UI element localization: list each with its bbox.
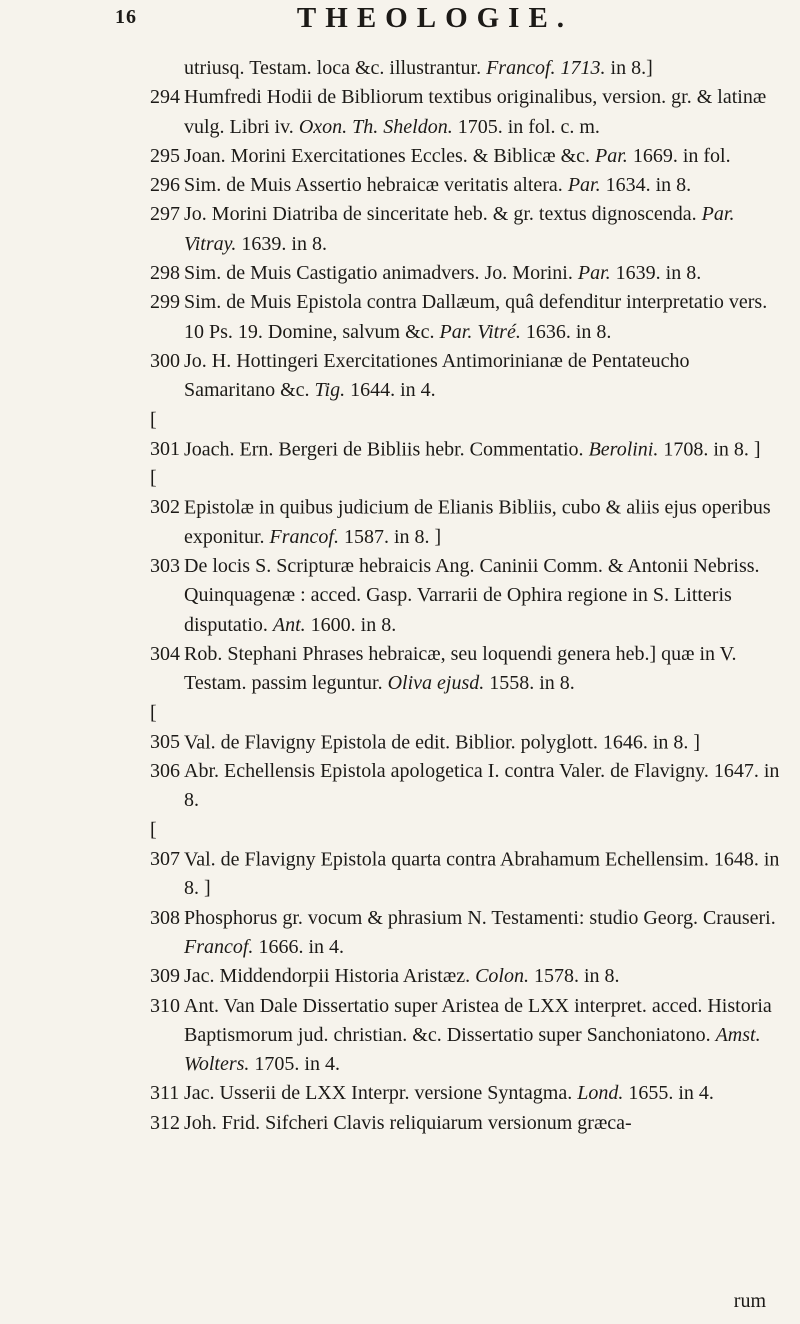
catalogue-entry [150,992,780,1080]
entry-text: Jac. Middendorpii Historia Aristæz. [184,965,476,988]
running-title: THEOLOGIE. [296,2,574,34]
entry-text: Epistolæ in quibus judicium de Elianis Bibliis, cubo & aliis ejus operibus exponitur. [184,496,771,548]
catalogue-entry [150,757,780,816]
catalogue-entry [150,142,780,171]
entry-date-format: 1639. in 8. [236,232,327,255]
catalogue-list [150,54,780,1138]
entry-text: Sim. de Muis Epistola contra Dallæum, quâ defenditur interpretatio vers. 10 Ps. 19. Domine, salvum &c. [184,291,768,343]
entry-imprint: Par. Vitray. [184,203,735,255]
entry-imprint: Francof. [269,525,339,548]
entry-text: Abr. Echellensis Epistola apologetica I. contra Valer. de Flavigny. 1647. in 8. [184,760,780,812]
entry-number: [ 305 [150,701,180,753]
entry-number: 308 [150,906,180,929]
entry-text: Phosphorus gr. vocum & phrasium N. Testamenti: studio Georg. Crauseri. [184,906,776,929]
entry-imprint: Lond. [577,1082,624,1105]
entry-text: Sim. de Muis Assertio hebraicæ veritatis altera. [184,174,568,197]
catalogue-entry [150,904,780,963]
catalogue-entry [150,1109,780,1138]
catalogue-entry [150,54,780,83]
catchword: rum [733,1290,766,1312]
entry-imprint: Colon. [475,965,529,988]
entry-imprint: Par. [567,174,601,197]
catalogue-entry [150,962,780,991]
entry-text: Joach. Ern. Bergeri de Bibliis hebr. Commentatio. [184,437,589,460]
entry-date-format: 1558. in 8. [484,672,575,695]
catalogue-entry [150,406,780,465]
entry-text: Humfredi Hodii de Bibliorum textibus originalibus, version. gr. & latinæ vulg. Libri iv. [184,86,767,138]
entry-number: 295 [150,144,180,167]
entry-imprint: Par. [577,262,611,285]
entry-date-format: 1669. in fol. [627,144,731,167]
entry-date-format: 1666. in 4. [253,935,344,958]
entry-date-format: in 8.] [605,57,653,79]
entry-number: 312 [150,1111,180,1134]
entry-number: 311 [150,1082,180,1105]
entry-text: Ant. Van Dale Dissertatio super Aristea de LXX interpret. acced. Historia Baptismorum jud. christian. &c. Dissertatio super Sanchoniatono. [184,994,772,1046]
entry-number: 297 [150,203,180,226]
entry-text: Val. de Flavigny Epistola quarta contra Abrahamum Echellensim. 1648. in 8. ] [184,848,780,900]
entry-imprint: Amst. Wolters. [184,1023,761,1076]
entry-imprint: Tig. [314,379,346,402]
catalogue-entry [150,552,780,640]
entry-text: Joan. Morini Exercitationes Eccles. & Biblicæ &c. [184,144,596,167]
entry-number: 299 [150,291,180,314]
entry-date-format: 1636. in 8. [520,320,612,343]
entry-number: 298 [150,262,180,285]
catalogue-entry [150,83,780,142]
entry-number: 304 [150,642,180,665]
entry-date-format: 1600. in 8. [305,613,397,636]
entry-text: Jo. H. Hottingeri Exercitationes Antimorinianæ de Pentateucho Samaritano &c. [184,349,690,402]
entry-imprint: Par. Vitré. [439,320,521,343]
catalogue-entry [150,347,780,406]
catalogue-entry [150,699,780,758]
entry-text: Val. de Flavigny Epistola de edit. Biblior. polyglott. 1646. in 8. ] [184,730,701,753]
entry-imprint: Ant. [272,613,306,636]
page-number: 16 [115,6,137,28]
catalogue-entry [150,464,780,552]
catalogue-entry [150,288,780,347]
catalogue-entry [150,1079,780,1108]
catalogue-entry [150,200,780,259]
catalogue-entry [150,816,780,904]
entry-date-format: 1708. in 8. ] [658,437,761,460]
entry-imprint: Oliva ejusd. [387,672,485,695]
entry-number: [ 302 [150,467,180,519]
entry-number: 309 [150,965,180,988]
entry-date-format: 1655. in 4. [623,1082,714,1105]
entry-number: 300 [150,349,180,372]
entry-date-format: 1587. in 8. ] [338,525,442,548]
catalogue-entry [150,640,780,699]
catalogue-entry [150,259,780,288]
catalogue-entry [150,171,780,200]
entry-text: utriusq. Testam. loca &c. illustrantur. [184,57,487,79]
entry-imprint: Oxon. Th. Sheldon. [298,115,453,138]
entry-date-format: 1705. in fol. c. m. [452,115,600,138]
entry-number: 310 [150,994,180,1017]
entry-date-format: 1634. in 8. [600,174,692,197]
entry-date-format: 1705. in 4. [249,1053,340,1076]
entry-date-format: 1578. in 8. [528,965,620,988]
entry-number: [ 301 [150,408,180,460]
entry-number: [ 307 [150,818,180,871]
entry-imprint: Berolini. [588,437,659,460]
entry-text: Rob. Stephani Phrases hebraicæ, seu loquendi genera heb.] quæ in V. Testam. passim leguntur. [184,642,737,695]
entry-number: 303 [150,555,180,578]
entry-imprint: Francof. 1713. [486,57,606,79]
entry-imprint: Par. [595,144,628,167]
entry-number: 294 [150,86,180,109]
entry-number: 306 [150,760,180,783]
entry-text: Joh. Frid. Sifcheri Clavis reliquiarum versionum græca- [184,1111,632,1134]
entry-imprint: Francof. [184,935,254,958]
entry-text: Jo. Morini Diatriba de sinceritate heb. & gr. textus dignoscenda. [184,203,702,226]
entry-text: De locis S. Scripturæ hebraicis Ang. Caninii Comm. & Antonii Nebriss. Quinquagenæ : acced. Gasp. Varrarii de Ophira regione in S. Litteris disputatio. [184,555,760,636]
entry-number: 296 [150,174,180,197]
entry-text: Sim. de Muis Castigatio animadvers. Jo. Morini. [184,262,578,285]
entry-text: Jac. Usserii de LXX Interpr. versione Syntagma. [184,1082,578,1105]
entry-date-format: 1639. in 8. [610,262,702,285]
entry-date-format: 1644. in 4. [345,379,436,402]
